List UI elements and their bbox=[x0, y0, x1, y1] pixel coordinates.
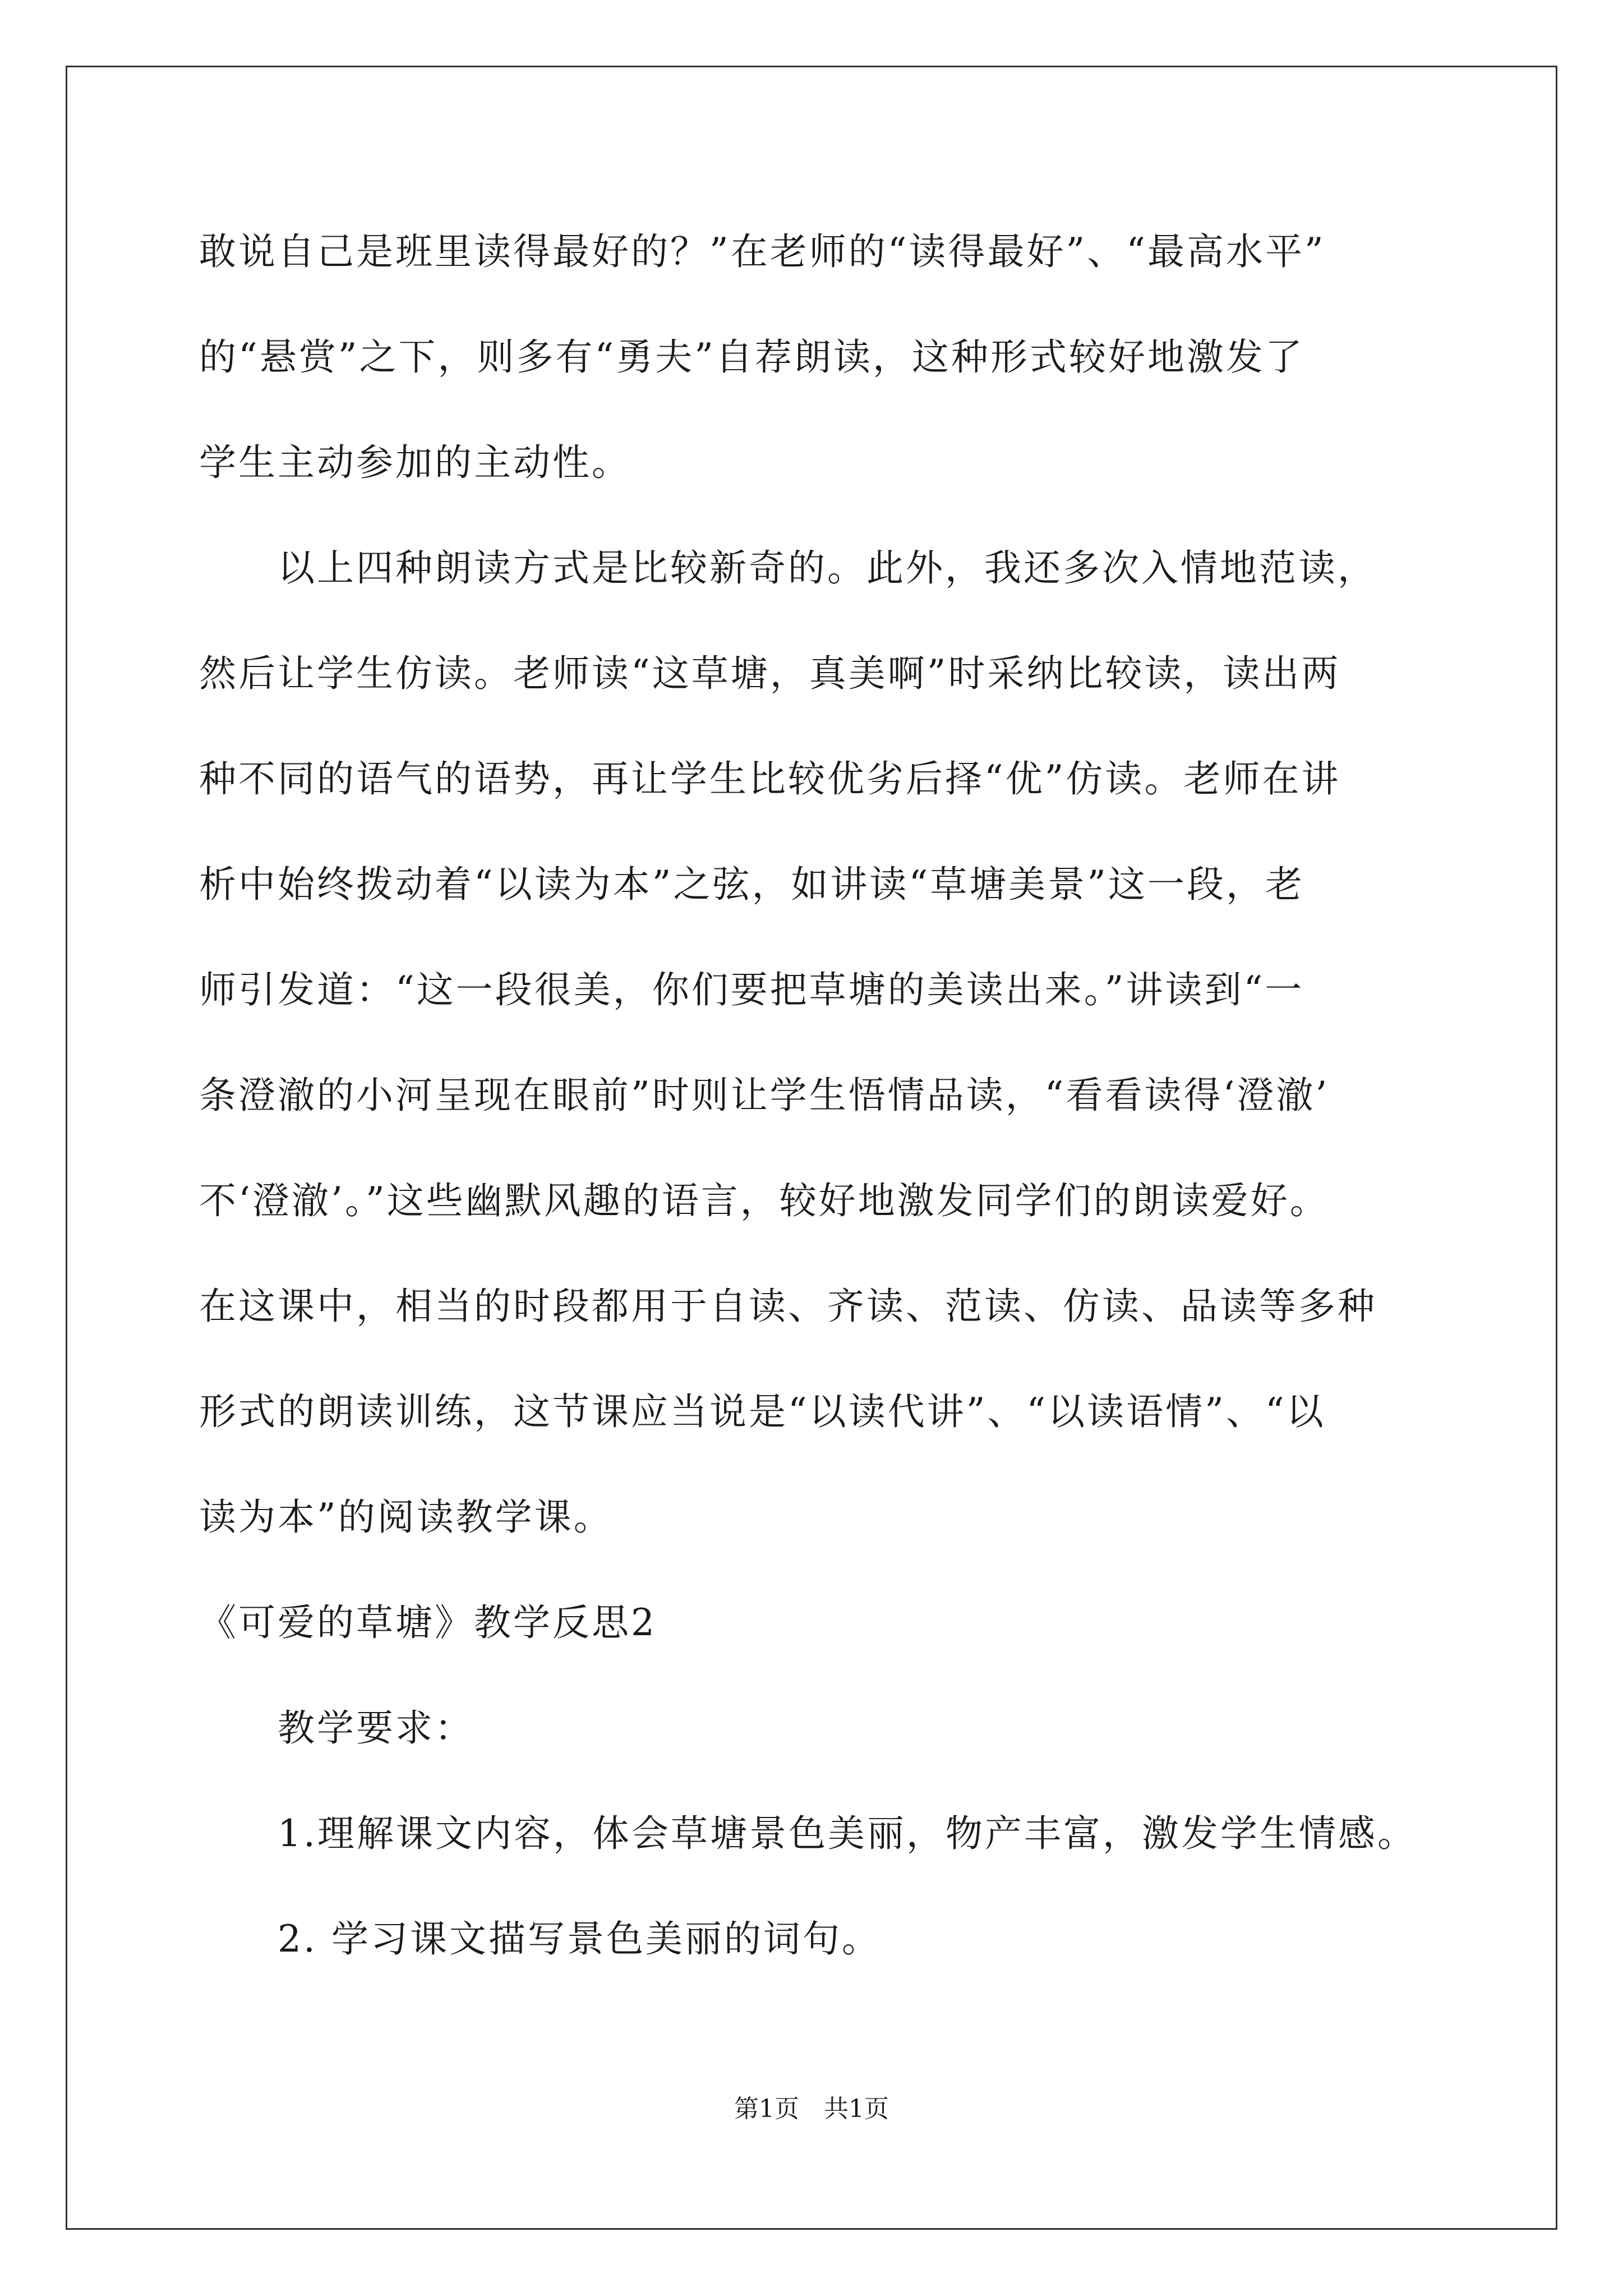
text-line: 2. 学习课文描写景色美丽的词句。 bbox=[278, 1917, 881, 1961]
text-line: 然后让学生仿读。老师读“这草塘，真美啊”时采纳比较读，读出两 bbox=[199, 652, 1341, 695]
text-line: 形式的朗读训练，这节课应当说是“以读代讲”、“以读语情”、“以 bbox=[199, 1390, 1326, 1433]
text-line: 师引发道：“这一段很美，你们要把草塘的美读出来。”讲读到“一 bbox=[199, 968, 1304, 1011]
text-line: 以上四种朗读方式是比较新奇的。此外，我还多次入情地范读， bbox=[278, 546, 1377, 590]
text-line: 敢说自己是班里读得最好的？”在老师的“读得最好”、“最高水平” bbox=[199, 230, 1326, 273]
section-heading: 《可爱的草塘》教学反思2 bbox=[199, 1601, 657, 1644]
text-line: 1.理解课文内容，体会草塘景色美丽，物产丰富，激发学生情感。 bbox=[278, 1812, 1417, 1855]
text-line: 教学要求： bbox=[278, 1706, 474, 1750]
document-body bbox=[199, 199, 1489, 1992]
text-line: 在这课中，相当的时段都用于自读、齐读、范读、仿读、品读等多种 bbox=[199, 1285, 1377, 1328]
text-line: 不‘澄澈’。”这些幽默风趣的语言，较好地激发同学们的朗读爱好。 bbox=[199, 1179, 1329, 1222]
page-number: 第1页 共1页 bbox=[734, 2095, 889, 2123]
text-line: 的“悬赏”之下，则多有“勇夫”自荐朗读，这种形式较好地激发了 bbox=[199, 335, 1304, 379]
text-line: 学生主动参加的主动性。 bbox=[199, 441, 631, 484]
text-line: 种不同的语气的语势，再让学生比较优劣后择“优”仿读。老师在讲 bbox=[199, 757, 1341, 800]
text-line: 条澄澈的小河呈现在眼前”时则让学生悟情品读，“看看读得‘澄澈’ bbox=[199, 1074, 1330, 1117]
text-line: 析中始终拨动着“以读为本”之弦，如讲读“草塘美景”这一段，老 bbox=[199, 863, 1304, 906]
text-line: 读为本”的阅读教学课。 bbox=[199, 1496, 613, 1539]
